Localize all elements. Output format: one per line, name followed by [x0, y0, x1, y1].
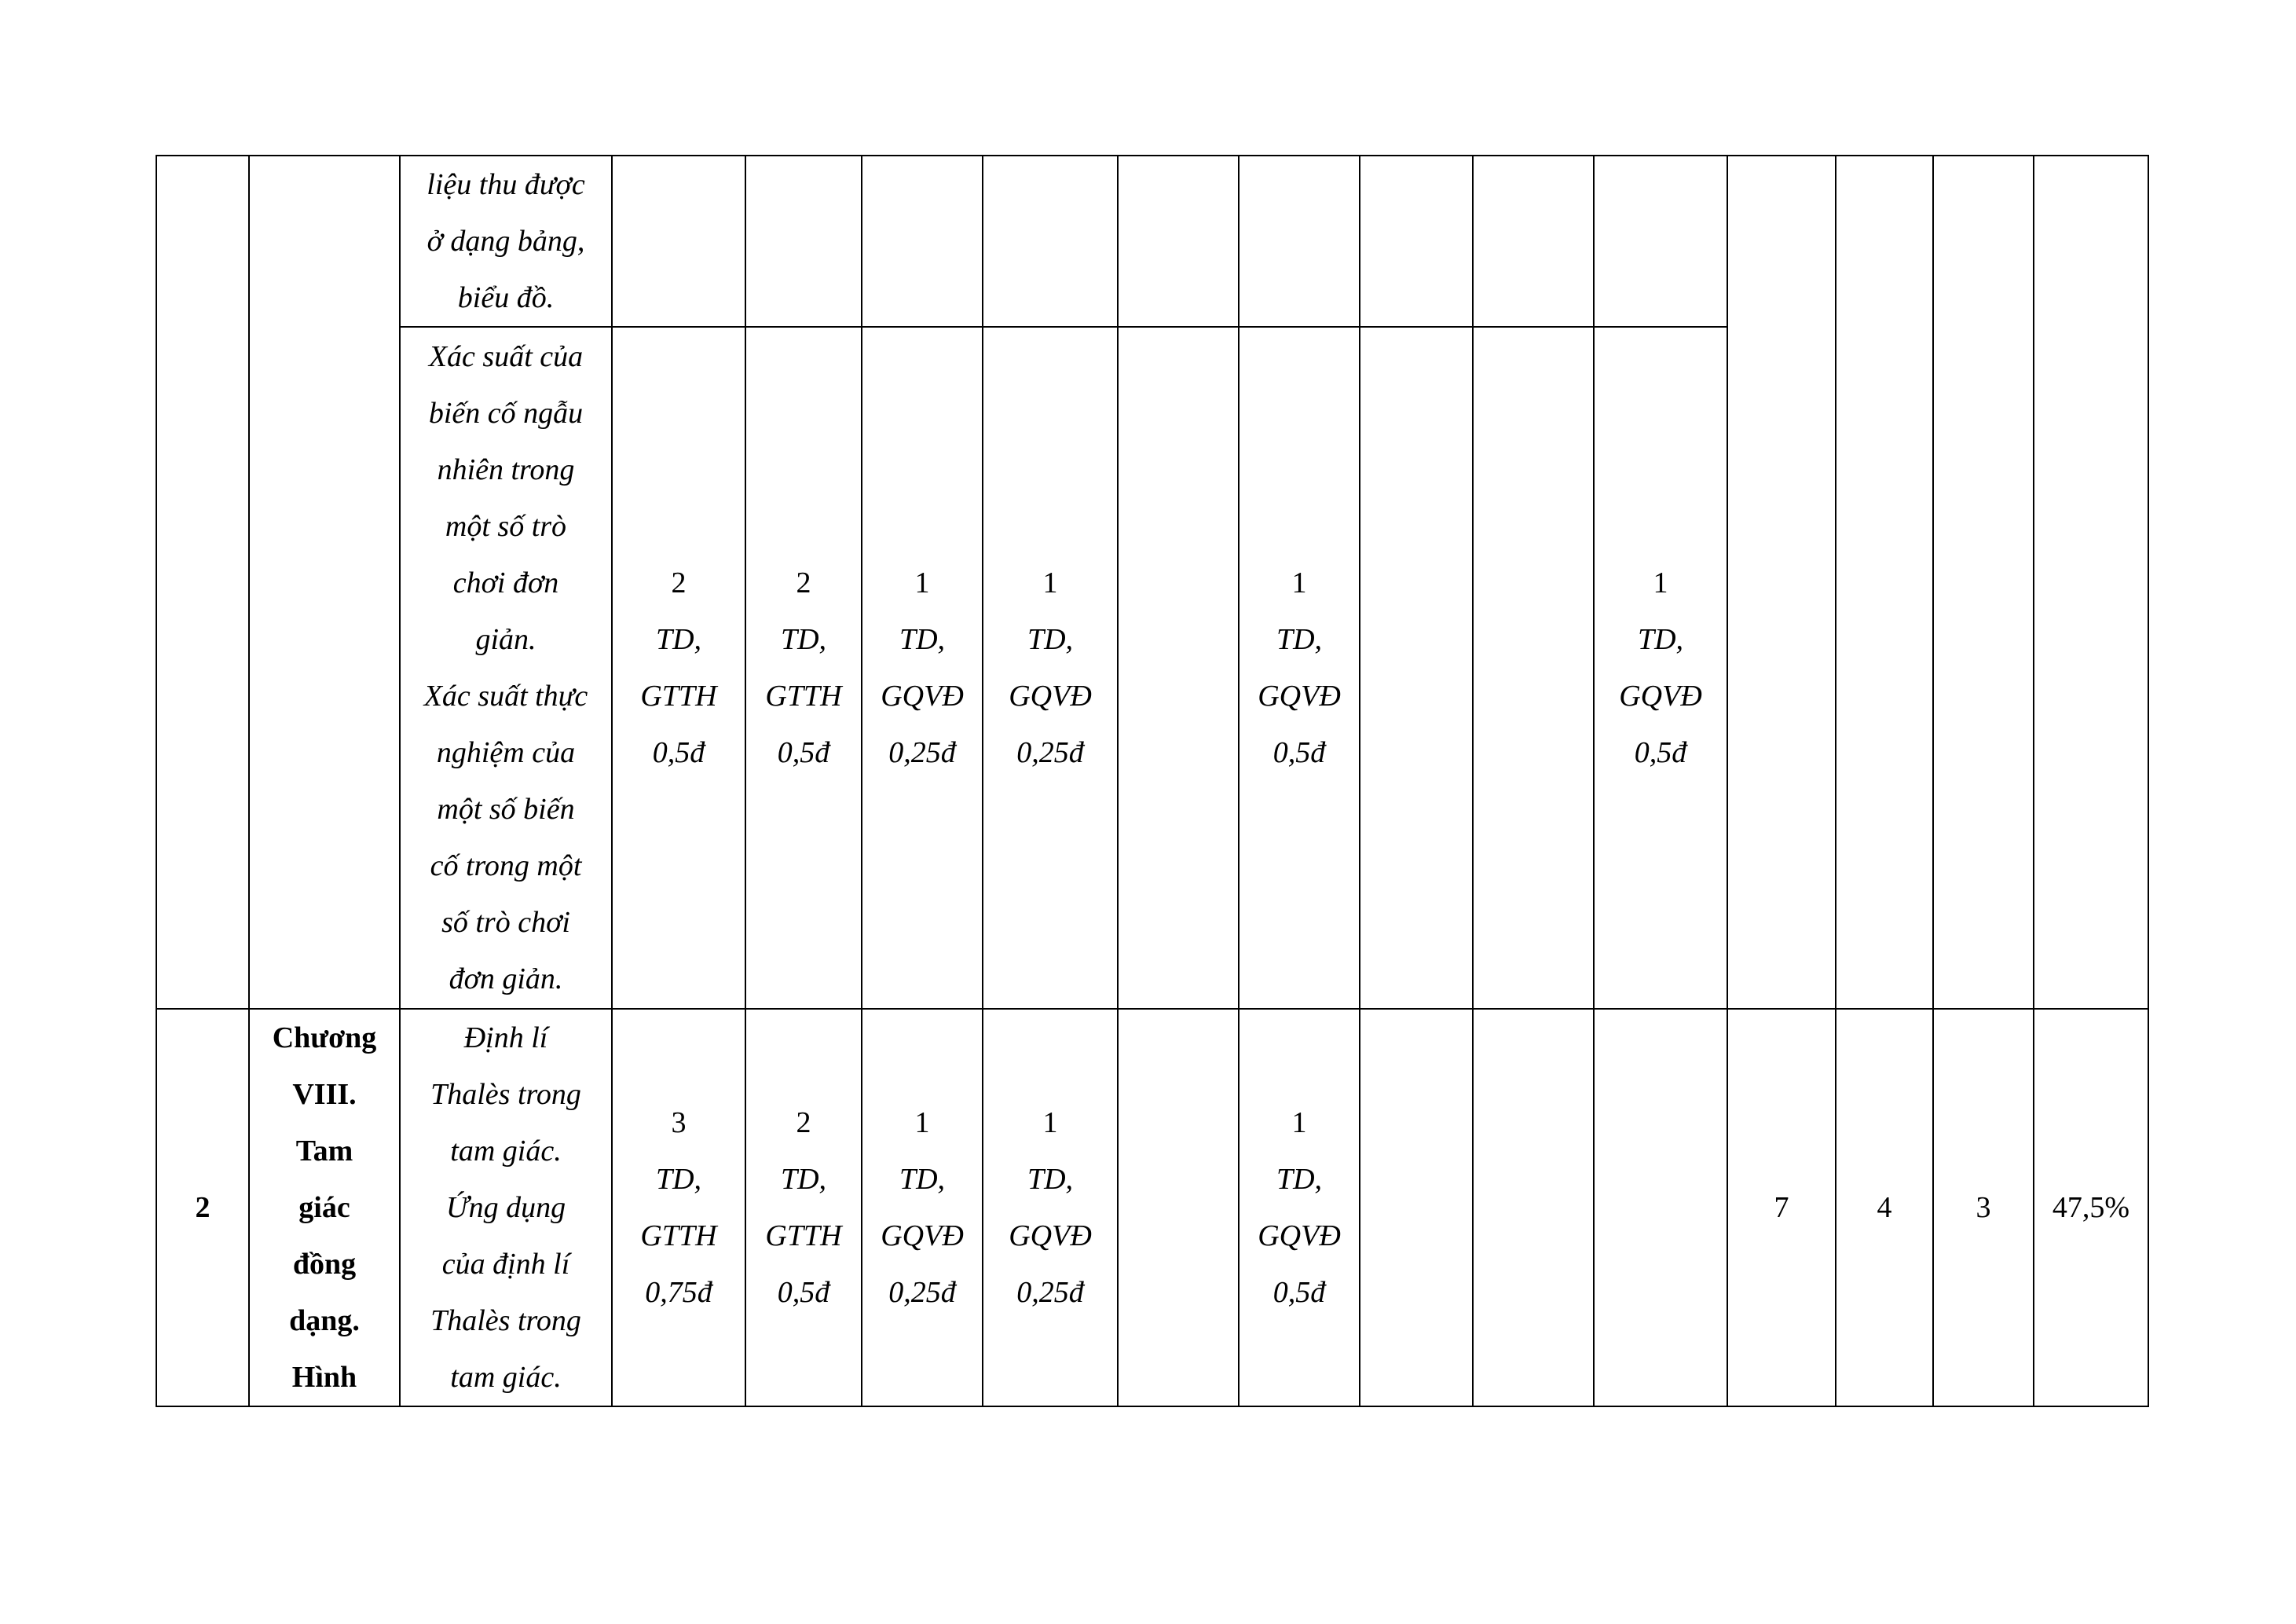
empty-cell	[983, 156, 1118, 327]
level-cell	[745, 327, 862, 1009]
competency-code: TD,	[655, 623, 702, 656]
chapter-line: Tam	[295, 1135, 353, 1168]
score-value: 0,5đ	[777, 1276, 830, 1309]
competency-code: TD,	[1027, 623, 1074, 656]
empty-cell	[1360, 1009, 1473, 1406]
competency-code: TD,	[899, 1163, 946, 1196]
empty-cell	[1118, 327, 1239, 1009]
level-cell	[1239, 327, 1360, 1009]
level-cell	[862, 327, 983, 1009]
question-count: 1	[914, 1106, 930, 1139]
score-value: 0,25đ	[1016, 736, 1084, 769]
content-line: của định lí	[441, 1248, 570, 1281]
competency-code: GQVĐ	[1258, 680, 1341, 713]
chapter-line: Chương	[272, 1021, 377, 1054]
content-line: một số biến	[437, 793, 575, 826]
chapter-cell	[249, 1009, 400, 1406]
score-value: 0,25đ	[888, 1276, 956, 1309]
competency-code: GTTH	[640, 680, 717, 713]
level-cell	[983, 327, 1118, 1009]
content-line: cố trong một	[430, 849, 582, 882]
chapter-line: giác	[298, 1191, 350, 1224]
empty-cell	[1933, 156, 2034, 1009]
content-line: Xác suất của	[428, 340, 584, 373]
empty-cell	[1360, 327, 1473, 1009]
matrix-table	[156, 155, 2149, 1407]
score-value: 0,25đ	[1016, 1276, 1084, 1309]
empty-cell	[1594, 156, 1727, 327]
content-line: biểu đồ.	[457, 281, 555, 314]
competency-code: GTTH	[765, 1219, 842, 1252]
question-count: 1	[1291, 1106, 1307, 1139]
score-value: 0,5đ	[652, 736, 705, 769]
content-line: số trò chơi	[441, 906, 570, 939]
content-line: nghiệm của	[436, 736, 576, 769]
level-cell	[612, 1009, 745, 1406]
content-line: một số trò	[445, 510, 567, 543]
question-count: 1	[1653, 566, 1668, 599]
question-count: 2	[796, 566, 811, 599]
competency-code: GQVĐ	[1258, 1219, 1341, 1252]
competency-code: TD,	[1276, 623, 1323, 656]
empty-cell	[1473, 1009, 1594, 1406]
competency-code: GTTH	[640, 1219, 717, 1252]
total-cell: 4	[1836, 1009, 1933, 1406]
level-cell	[862, 1009, 983, 1406]
competency-code: TD,	[655, 1163, 702, 1196]
level-cell	[745, 1009, 862, 1406]
competency-code: TD,	[899, 623, 946, 656]
competency-code: TD,	[1276, 1163, 1323, 1196]
score-value: 0,5đ	[777, 736, 830, 769]
content-line: Thalès trong	[430, 1304, 581, 1337]
table-row	[156, 156, 2148, 327]
empty-cell	[1118, 1009, 1239, 1406]
level-cell	[1239, 1009, 1360, 1406]
score-value: 0,75đ	[645, 1276, 712, 1309]
competency-code: GQVĐ	[1619, 680, 1702, 713]
total-cell: 3	[1933, 1009, 2034, 1406]
total-cell: 7	[1727, 1009, 1836, 1406]
chapter-cell-empty	[249, 156, 400, 1009]
content-line: chơi đơn	[452, 566, 559, 599]
content-line: Xác suất thực	[423, 680, 588, 713]
content-line: nhiên trong	[437, 453, 575, 486]
content-line: ở dạng bảng,	[427, 225, 585, 258]
chapter-line: VIII.	[292, 1078, 357, 1111]
competency-code: TD,	[1027, 1163, 1074, 1196]
chapter-line: dạng.	[289, 1304, 360, 1337]
empty-cell	[745, 156, 862, 327]
content-line: tam giác.	[450, 1135, 562, 1168]
competency-code: GQVĐ	[1009, 680, 1092, 713]
empty-cell	[1836, 156, 1933, 1009]
empty-cell	[1118, 156, 1239, 327]
content-line: Ứng dụng	[445, 1191, 566, 1224]
question-count: 1	[1042, 1106, 1058, 1139]
score-value: 0,5đ	[1634, 736, 1687, 769]
empty-cell	[862, 156, 983, 327]
percent-cell: 47,5%	[2034, 1009, 2148, 1406]
content-line: giản.	[475, 623, 536, 656]
question-count: 1	[914, 566, 930, 599]
competency-code: GQVĐ	[881, 680, 964, 713]
question-count: 3	[671, 1106, 687, 1139]
competency-code: TD,	[780, 623, 827, 656]
chapter-line: Hình	[291, 1361, 357, 1394]
empty-cell	[2034, 156, 2148, 1009]
question-count: 2	[796, 1106, 811, 1139]
score-value: 0,5đ	[1273, 1276, 1326, 1309]
content-line: biến cố ngẫu	[428, 397, 584, 430]
content-line: Thalès trong	[430, 1078, 581, 1111]
competency-code: TD,	[780, 1163, 827, 1196]
level-cell	[1594, 327, 1727, 1009]
score-value: 0,25đ	[888, 736, 956, 769]
competency-code: GQVĐ	[881, 1219, 964, 1252]
content-line: Định lí	[463, 1021, 548, 1054]
question-count: 2	[671, 566, 687, 599]
empty-cell	[1594, 1009, 1727, 1406]
content-line: tam giác.	[450, 1361, 562, 1394]
empty-cell	[1473, 327, 1594, 1009]
empty-cell	[1239, 156, 1360, 327]
content-cell	[400, 327, 612, 1009]
chapter-line: đồng	[292, 1248, 357, 1281]
content-line: liệu thu được	[427, 168, 585, 201]
level-cell	[612, 327, 745, 1009]
score-value: 0,5đ	[1273, 736, 1326, 769]
content-cell	[400, 1009, 612, 1406]
competency-code: GTTH	[765, 680, 842, 713]
stt-cell: 2	[156, 1009, 249, 1406]
table-row	[156, 1009, 2148, 1406]
question-count: 1	[1042, 566, 1058, 599]
empty-cell	[612, 156, 745, 327]
content-line: đơn giản.	[449, 962, 563, 995]
level-cell	[983, 1009, 1118, 1406]
empty-cell	[1360, 156, 1473, 327]
stt-cell-empty	[156, 156, 249, 1009]
empty-cell	[1727, 156, 1836, 1009]
competency-code: TD,	[1637, 623, 1684, 656]
empty-cell	[1473, 156, 1594, 327]
content-cell	[400, 156, 612, 327]
competency-code: GQVĐ	[1009, 1219, 1092, 1252]
question-count: 1	[1291, 566, 1307, 599]
